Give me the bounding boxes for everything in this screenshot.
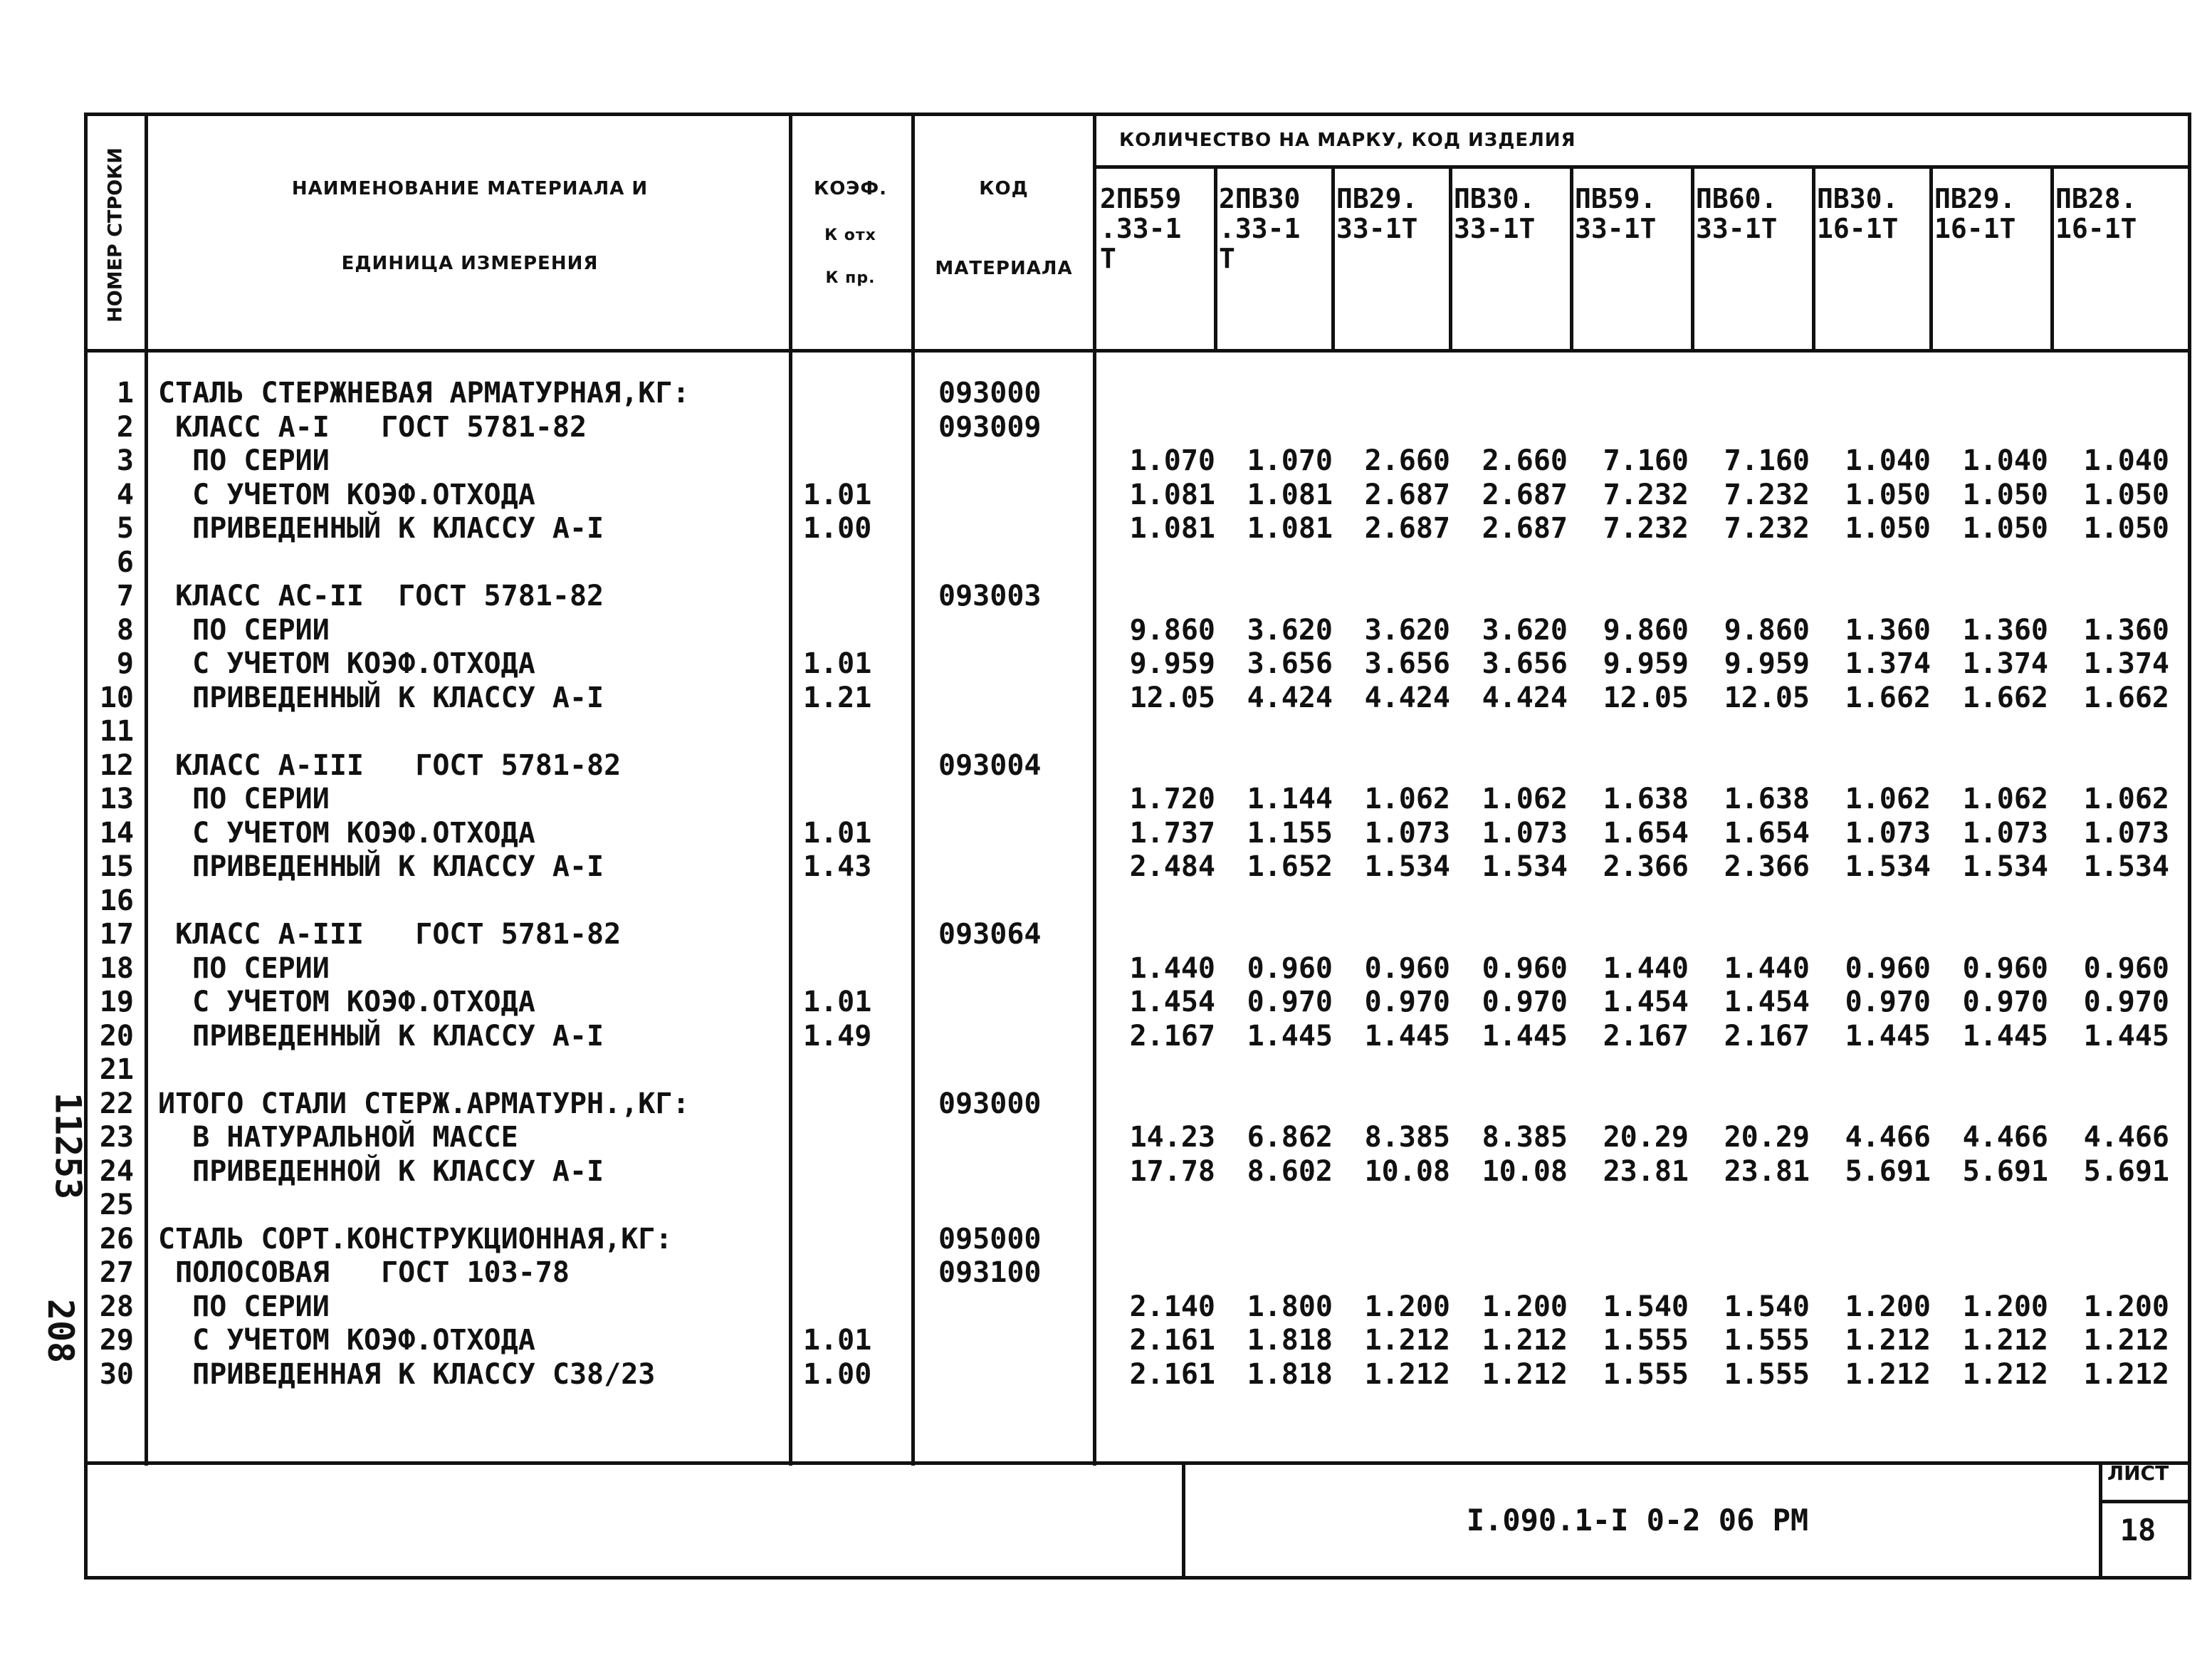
quantity-value: 0.970 bbox=[1482, 986, 1568, 1018]
quantity-value: 1.534 bbox=[1845, 850, 1931, 883]
material-name: СТАЛЬ СТЕРЖНЕВАЯ АРМАТУРНАЯ,КГ: bbox=[158, 377, 690, 409]
quantity-value: 1.540 bbox=[1603, 1290, 1689, 1323]
material-code: 093003 bbox=[938, 580, 1042, 612]
quantity-value: 1.818 bbox=[1247, 1324, 1333, 1357]
quantity-value: 1.212 bbox=[1364, 1324, 1450, 1357]
row-number: 22 bbox=[99, 1087, 134, 1120]
quantity-value: 1.073 bbox=[1364, 816, 1450, 850]
quantity-value: 1.212 bbox=[1482, 1324, 1568, 1357]
quantity-value: 1.073 bbox=[1845, 816, 1931, 850]
divider-name bbox=[789, 113, 792, 1466]
quantity-value: 0.960 bbox=[1845, 951, 1931, 985]
quantity-value: 3.620 bbox=[1364, 613, 1450, 647]
quantity-value: 1.040 bbox=[1845, 444, 1931, 477]
coef-header-line2: К отх bbox=[824, 226, 876, 244]
quantity-value: 1.050 bbox=[1962, 478, 2048, 511]
row-number: 29 bbox=[99, 1324, 134, 1357]
quantity-value: 1.555 bbox=[1724, 1357, 1810, 1391]
quantity-value: 2.687 bbox=[1364, 512, 1450, 545]
quantity-value: 4.466 bbox=[2083, 1121, 2169, 1154]
quantity-value: 1.062 bbox=[1962, 783, 2048, 815]
quantity-value: 1.062 bbox=[2083, 783, 2169, 815]
quantity-value: 2.161 bbox=[1129, 1357, 1215, 1391]
row-number: 10 bbox=[99, 681, 134, 714]
mark-header: ПВ59. 33-1Т bbox=[1575, 183, 1657, 244]
quantity-value: 2.167 bbox=[1724, 1019, 1810, 1053]
side-inventory-number: 11253 bbox=[47, 1092, 89, 1200]
material-name: КЛАСС А-III ГОСТ 5781-82 bbox=[158, 748, 622, 782]
row-number: 21 bbox=[99, 1053, 134, 1086]
quantity-value: 1.081 bbox=[1129, 512, 1215, 545]
material-code: 093000 bbox=[938, 377, 1042, 409]
quantity-value: 1.555 bbox=[1603, 1357, 1689, 1391]
quantity-value: 1.360 bbox=[1962, 613, 2048, 647]
quantity-value: 5.691 bbox=[2083, 1154, 2169, 1188]
material-code: 093009 bbox=[938, 410, 1042, 444]
quantity-value: 1.445 bbox=[2083, 1019, 2169, 1053]
row-number: 18 bbox=[99, 951, 134, 985]
quantity-value: 1.800 bbox=[1247, 1290, 1333, 1323]
quantity-value: 0.970 bbox=[2083, 986, 2169, 1018]
quantity-value: 4.466 bbox=[1962, 1121, 2048, 1154]
quantity-value: 1.062 bbox=[1364, 783, 1450, 815]
quantity-value: 0.970 bbox=[1247, 986, 1333, 1018]
row-number: 5 bbox=[116, 512, 134, 545]
material-name: С УЧЕТОМ КОЭФ.ОТХОДА bbox=[158, 647, 535, 680]
quantity-value: 0.960 bbox=[1962, 951, 2048, 985]
quantity-value: 2.660 bbox=[1482, 444, 1568, 477]
divider-quantity bbox=[1096, 165, 2191, 169]
quantity-value: 1.040 bbox=[2083, 444, 2169, 477]
coef-header-line3: К пр. bbox=[825, 269, 876, 287]
quantity-value: 0.960 bbox=[1247, 951, 1333, 985]
row-number: 12 bbox=[99, 748, 134, 782]
quantity-value: 1.081 bbox=[1129, 478, 1215, 511]
quantity-value: 1.555 bbox=[1603, 1324, 1689, 1357]
quantity-value: 7.232 bbox=[1603, 512, 1689, 545]
material-name: ПО СЕРИИ bbox=[158, 783, 330, 815]
coefficient: 1.00 bbox=[803, 1357, 872, 1391]
quantity-value: 1.652 bbox=[1247, 850, 1333, 883]
row-number: 3 bbox=[116, 444, 134, 477]
quantity-value: 17.78 bbox=[1129, 1154, 1215, 1188]
quantity-value: 4.466 bbox=[1845, 1121, 1931, 1154]
quantity-value: 1.073 bbox=[2083, 816, 2169, 850]
quantity-value: 1.454 bbox=[1603, 986, 1689, 1018]
quantity-value: 1.638 bbox=[1603, 783, 1689, 815]
quantity-value: 2.140 bbox=[1129, 1290, 1215, 1323]
quantity-value: 0.960 bbox=[1482, 951, 1568, 985]
quantity-value: 4.424 bbox=[1482, 681, 1568, 714]
coefficient: 1.00 bbox=[803, 512, 872, 545]
material-name: ИТОГО СТАЛИ СТЕРЖ.АРМАТУРН.,КГ: bbox=[158, 1087, 690, 1120]
quantity-value: 9.959 bbox=[1724, 647, 1810, 680]
quantity-value: 0.970 bbox=[1364, 986, 1450, 1018]
quantity-value: 2.687 bbox=[1482, 478, 1568, 511]
material-name: С УЧЕТОМ КОЭФ.ОТХОДА bbox=[158, 986, 535, 1018]
material-name: ПРИВЕДЕННЫЙ К КЛАССУ А-I bbox=[158, 850, 604, 883]
row-number: 6 bbox=[116, 546, 134, 579]
material-name: ПО СЕРИИ bbox=[158, 613, 330, 647]
row-number: 13 bbox=[99, 783, 134, 815]
quantity-value: 1.662 bbox=[1962, 681, 2048, 714]
material-name: ПО СЕРИИ bbox=[158, 444, 330, 477]
quantity-value: 3.620 bbox=[1482, 613, 1568, 647]
quantity-value: 1.534 bbox=[1962, 850, 2048, 883]
quantity-value: 0.970 bbox=[1962, 986, 2048, 1018]
quantity-value: 1.440 bbox=[1724, 951, 1810, 985]
coefficient: 1.01 bbox=[803, 816, 872, 850]
row-number: 16 bbox=[99, 884, 134, 917]
quantity-value: 5.691 bbox=[1845, 1154, 1931, 1188]
material-name: ПО СЕРИИ bbox=[158, 1290, 330, 1323]
quantity-value: 1.534 bbox=[2083, 850, 2169, 883]
mark-header: ПВ60. 33-1Т bbox=[1696, 183, 1778, 244]
coefficient: 1.01 bbox=[803, 986, 872, 1018]
quantity-value: 12.05 bbox=[1724, 681, 1810, 714]
quantity-value: 3.656 bbox=[1247, 647, 1333, 680]
quantity-value: 1.555 bbox=[1724, 1324, 1810, 1357]
quantity-value: 2.366 bbox=[1724, 850, 1810, 883]
quantity-value: 1.062 bbox=[1845, 783, 1931, 815]
quantity-value: 1.212 bbox=[1364, 1357, 1450, 1391]
quantity-value: 1.454 bbox=[1129, 986, 1215, 1018]
quantity-value: 3.656 bbox=[1364, 647, 1450, 680]
mark-header: ПВ30. 33-1Т bbox=[1454, 183, 1536, 244]
quantity-value: 7.160 bbox=[1724, 444, 1810, 477]
quantity-value: 9.860 bbox=[1603, 613, 1689, 647]
row-number: 23 bbox=[99, 1121, 134, 1154]
sheet-number: 18 bbox=[2119, 1513, 2156, 1547]
quantity-value: 1.654 bbox=[1724, 816, 1810, 850]
quantity-value: 6.862 bbox=[1247, 1121, 1333, 1154]
quantity-value: 1.445 bbox=[1247, 1019, 1333, 1053]
quantity-value: 14.23 bbox=[1129, 1121, 1215, 1154]
row-number: 24 bbox=[99, 1154, 134, 1188]
quantity-value: 1.534 bbox=[1482, 850, 1568, 883]
row-number: 4 bbox=[116, 478, 134, 511]
quantity-value: 2.167 bbox=[1603, 1019, 1689, 1053]
sheet-label: ЛИСТ bbox=[2107, 1461, 2169, 1485]
quantity-value: 12.05 bbox=[1129, 681, 1215, 714]
row-number: 14 bbox=[99, 816, 134, 850]
row-number: 25 bbox=[99, 1189, 134, 1221]
material-name: КЛАСС АС-II ГОСТ 5781-82 bbox=[158, 580, 604, 612]
material-code: 093100 bbox=[938, 1256, 1042, 1289]
material-code: 093000 bbox=[938, 1087, 1042, 1120]
row-number: 20 bbox=[99, 1019, 134, 1053]
divider-header bbox=[84, 349, 2191, 353]
coef-header-line1: КОЭФ. bbox=[813, 178, 888, 199]
quantity-value: 1.073 bbox=[1482, 816, 1568, 850]
divider-mark-8 bbox=[2050, 165, 2054, 349]
row-number: 30 bbox=[99, 1357, 134, 1391]
row-number: 28 bbox=[99, 1290, 134, 1323]
coefficient: 1.01 bbox=[803, 647, 872, 680]
quantity-value: 1.200 bbox=[1482, 1290, 1568, 1323]
material-name: ПО СЕРИИ bbox=[158, 951, 330, 985]
quantity-value: 1.212 bbox=[1845, 1357, 1931, 1391]
quantity-value: 2.687 bbox=[1482, 512, 1568, 545]
name-header-line1: НАИМЕНОВАНИЕ МАТЕРИАЛА И bbox=[291, 178, 649, 199]
side-page-number: 208 bbox=[40, 1298, 82, 1364]
quantity-value: 1.654 bbox=[1603, 816, 1689, 850]
quantity-value: 1.360 bbox=[2083, 613, 2169, 647]
material-code: 095000 bbox=[938, 1222, 1042, 1256]
divider-sheet bbox=[2099, 1500, 2191, 1503]
row-number: 8 bbox=[116, 613, 134, 647]
quantity-value: 1.070 bbox=[1247, 444, 1333, 477]
quantity-value: 9.860 bbox=[1129, 613, 1215, 647]
quantity-value: 1.360 bbox=[1845, 613, 1931, 647]
quantity-value: 1.445 bbox=[1845, 1019, 1931, 1053]
quantity-value: 1.073 bbox=[1962, 816, 2048, 850]
quantity-value: 4.424 bbox=[1247, 681, 1333, 714]
quantity-value: 1.662 bbox=[2083, 681, 2169, 714]
quantity-value: 1.212 bbox=[1845, 1324, 1931, 1357]
quantity-header: КОЛИЧЕСТВО НА МАРКУ, КОД ИЗДЕЛИЯ bbox=[1119, 130, 1576, 151]
quantity-value: 10.08 bbox=[1482, 1154, 1568, 1188]
code-header-line2: МАТЕРИАЛА bbox=[935, 258, 1073, 279]
quantity-value: 1.081 bbox=[1247, 478, 1333, 511]
quantity-value: 1.212 bbox=[2083, 1324, 2169, 1357]
material-name: ПРИВЕДЕННЫЙ К КЛАССУ А-I bbox=[158, 512, 604, 545]
material-name: ПРИВЕДЕННОЙ К КЛАССУ А-I bbox=[158, 1154, 604, 1188]
quantity-value: 1.440 bbox=[1129, 951, 1215, 985]
divider-mark-1 bbox=[1214, 165, 1217, 349]
divider-code bbox=[1093, 113, 1096, 1466]
quantity-value: 1.445 bbox=[1482, 1019, 1568, 1053]
quantity-value: 3.656 bbox=[1482, 647, 1568, 680]
quantity-value: 8.385 bbox=[1482, 1121, 1568, 1154]
quantity-value: 1.440 bbox=[1603, 951, 1689, 985]
quantity-value: 1.720 bbox=[1129, 783, 1215, 815]
material-name: ПОЛОСОВАЯ ГОСТ 103-78 bbox=[158, 1256, 570, 1289]
row-number-header: НОМЕР СТРОКИ bbox=[104, 147, 127, 323]
material-name: СТАЛЬ СОРТ.КОНСТРУКЦИОННАЯ,КГ: bbox=[158, 1222, 673, 1256]
quantity-value: 1.212 bbox=[1482, 1357, 1568, 1391]
mark-header: ПВ29. 16-1Т bbox=[1934, 183, 2016, 244]
quantity-value: 2.687 bbox=[1364, 478, 1450, 511]
divider-titleblock bbox=[84, 1461, 2191, 1465]
mark-header: 2ПВ30 .33-1 Т bbox=[1219, 183, 1301, 274]
row-number: 17 bbox=[99, 918, 134, 951]
quantity-value: 2.484 bbox=[1129, 850, 1215, 883]
divider-num bbox=[145, 113, 148, 1466]
quantity-value: 0.960 bbox=[1364, 951, 1450, 985]
name-header-line2: ЕДИНИЦА ИЗМЕРЕНИЯ bbox=[341, 253, 599, 274]
quantity-value: 2.167 bbox=[1129, 1019, 1215, 1053]
quantity-value: 5.691 bbox=[1962, 1154, 2048, 1188]
quantity-value: 20.29 bbox=[1603, 1121, 1689, 1154]
divider-coef bbox=[911, 113, 915, 1466]
quantity-value: 7.160 bbox=[1603, 444, 1689, 477]
quantity-value: 20.29 bbox=[1724, 1121, 1810, 1154]
row-number: 19 bbox=[99, 986, 134, 1018]
quantity-value: 1.040 bbox=[1962, 444, 2048, 477]
quantity-value: 1.050 bbox=[1962, 512, 2048, 545]
row-number: 7 bbox=[116, 580, 134, 612]
coefficient: 1.01 bbox=[803, 1324, 872, 1357]
quantity-value: 1.200 bbox=[1845, 1290, 1931, 1323]
quantity-value: 1.200 bbox=[1962, 1290, 2048, 1323]
coefficient: 1.01 bbox=[803, 478, 872, 511]
row-number: 26 bbox=[99, 1222, 134, 1256]
material-name: В НАТУРАЛЬНОЙ МАССЕ bbox=[158, 1121, 518, 1154]
material-name: КЛАСС А-I ГОСТ 5781-82 bbox=[158, 410, 587, 444]
quantity-value: 23.81 bbox=[1724, 1154, 1810, 1188]
material-name: С УЧЕТОМ КОЭФ.ОТХОДА bbox=[158, 478, 535, 511]
quantity-value: 1.212 bbox=[1962, 1357, 2048, 1391]
material-name: ПРИВЕДЕННЫЙ К КЛАССУ А-I bbox=[158, 1019, 604, 1053]
quantity-value: 1.062 bbox=[1482, 783, 1568, 815]
quantity-value: 2.161 bbox=[1129, 1324, 1215, 1357]
coefficient: 1.43 bbox=[803, 850, 872, 883]
material-name: С УЧЕТОМ КОЭФ.ОТХОДА bbox=[158, 816, 535, 850]
material-name: КЛАСС А-III ГОСТ 5781-82 bbox=[158, 918, 622, 951]
row-number: 2 bbox=[116, 410, 134, 444]
quantity-value: 2.366 bbox=[1603, 850, 1689, 883]
quantity-value: 1.212 bbox=[1962, 1324, 2048, 1357]
document-code: I.090.1-I 0-2 06 РМ bbox=[1466, 1503, 1809, 1538]
quantity-value: 0.970 bbox=[1845, 986, 1931, 1018]
quantity-value: 8.385 bbox=[1364, 1121, 1450, 1154]
quantity-value: 1.540 bbox=[1724, 1290, 1810, 1323]
quantity-value: 12.05 bbox=[1603, 681, 1689, 714]
quantity-value: 1.144 bbox=[1247, 783, 1333, 815]
quantity-value: 23.81 bbox=[1603, 1154, 1689, 1188]
quantity-value: 1.445 bbox=[1962, 1019, 2048, 1053]
mark-header: ПВ29. 33-1Т bbox=[1336, 183, 1418, 244]
quantity-value: 9.959 bbox=[1603, 647, 1689, 680]
quantity-value: 9.860 bbox=[1724, 613, 1810, 647]
coefficient: 1.49 bbox=[803, 1019, 872, 1053]
quantity-value: 1.818 bbox=[1247, 1357, 1333, 1391]
quantity-value: 1.374 bbox=[1845, 647, 1931, 680]
material-code: 093064 bbox=[938, 918, 1042, 951]
quantity-value: 1.050 bbox=[2083, 478, 2169, 511]
quantity-value: 1.662 bbox=[1845, 681, 1931, 714]
material-name: ПРИВЕДЕННЫЙ К КЛАССУ А-I bbox=[158, 681, 604, 714]
quantity-value: 1.374 bbox=[1962, 647, 2048, 680]
divider-mark-4 bbox=[1570, 165, 1573, 349]
quantity-value: 1.454 bbox=[1724, 986, 1810, 1018]
quantity-value: 9.959 bbox=[1129, 647, 1215, 680]
row-number: 1 bbox=[116, 377, 134, 409]
mark-header: ПВ28. 16-1Т bbox=[2055, 183, 2137, 244]
quantity-value: 1.200 bbox=[1364, 1290, 1450, 1323]
quantity-value: 1.155 bbox=[1247, 816, 1333, 850]
row-number: 9 bbox=[116, 647, 134, 680]
quantity-value: 8.602 bbox=[1247, 1154, 1333, 1188]
divider-mark-5 bbox=[1691, 165, 1694, 349]
quantity-value: 1.737 bbox=[1129, 816, 1215, 850]
quantity-value: 4.424 bbox=[1364, 681, 1450, 714]
quantity-value: 1.374 bbox=[2083, 647, 2169, 680]
row-number: 27 bbox=[99, 1256, 134, 1289]
quantity-value: 7.232 bbox=[1724, 478, 1810, 511]
quantity-value: 1.445 bbox=[1364, 1019, 1450, 1053]
material-code: 093004 bbox=[938, 748, 1042, 782]
quantity-value: 1.212 bbox=[2083, 1357, 2169, 1391]
quantity-value: 7.232 bbox=[1603, 478, 1689, 511]
quantity-value: 0.960 bbox=[2083, 951, 2169, 985]
coefficient: 1.21 bbox=[803, 681, 872, 714]
divider-mark-6 bbox=[1812, 165, 1815, 349]
quantity-value: 10.08 bbox=[1364, 1154, 1450, 1188]
quantity-value: 1.081 bbox=[1247, 512, 1333, 545]
quantity-value: 3.620 bbox=[1247, 613, 1333, 647]
material-name: ПРИВЕДЕННАЯ К КЛАССУ С38/23 bbox=[158, 1357, 656, 1391]
quantity-value: 1.200 bbox=[2083, 1290, 2169, 1323]
quantity-value: 7.232 bbox=[1724, 512, 1810, 545]
quantity-value: 1.050 bbox=[1845, 512, 1931, 545]
quantity-value: 1.050 bbox=[1845, 478, 1931, 511]
code-header-line1: КОД bbox=[979, 178, 1029, 199]
quantity-value: 1.638 bbox=[1724, 783, 1810, 815]
material-name: С УЧЕТОМ КОЭФ.ОТХОДА bbox=[158, 1324, 535, 1357]
mark-header: ПВ30. 16-1Т bbox=[1817, 183, 1899, 244]
mark-header: 2ПБ59 .33-1 Т bbox=[1100, 183, 1182, 274]
quantity-value: 1.534 bbox=[1364, 850, 1450, 883]
row-number: 15 bbox=[99, 850, 134, 883]
row-number: 11 bbox=[99, 715, 134, 748]
quantity-value: 2.660 bbox=[1364, 444, 1450, 477]
quantity-value: 1.070 bbox=[1129, 444, 1215, 477]
quantity-value: 1.050 bbox=[2083, 512, 2169, 545]
